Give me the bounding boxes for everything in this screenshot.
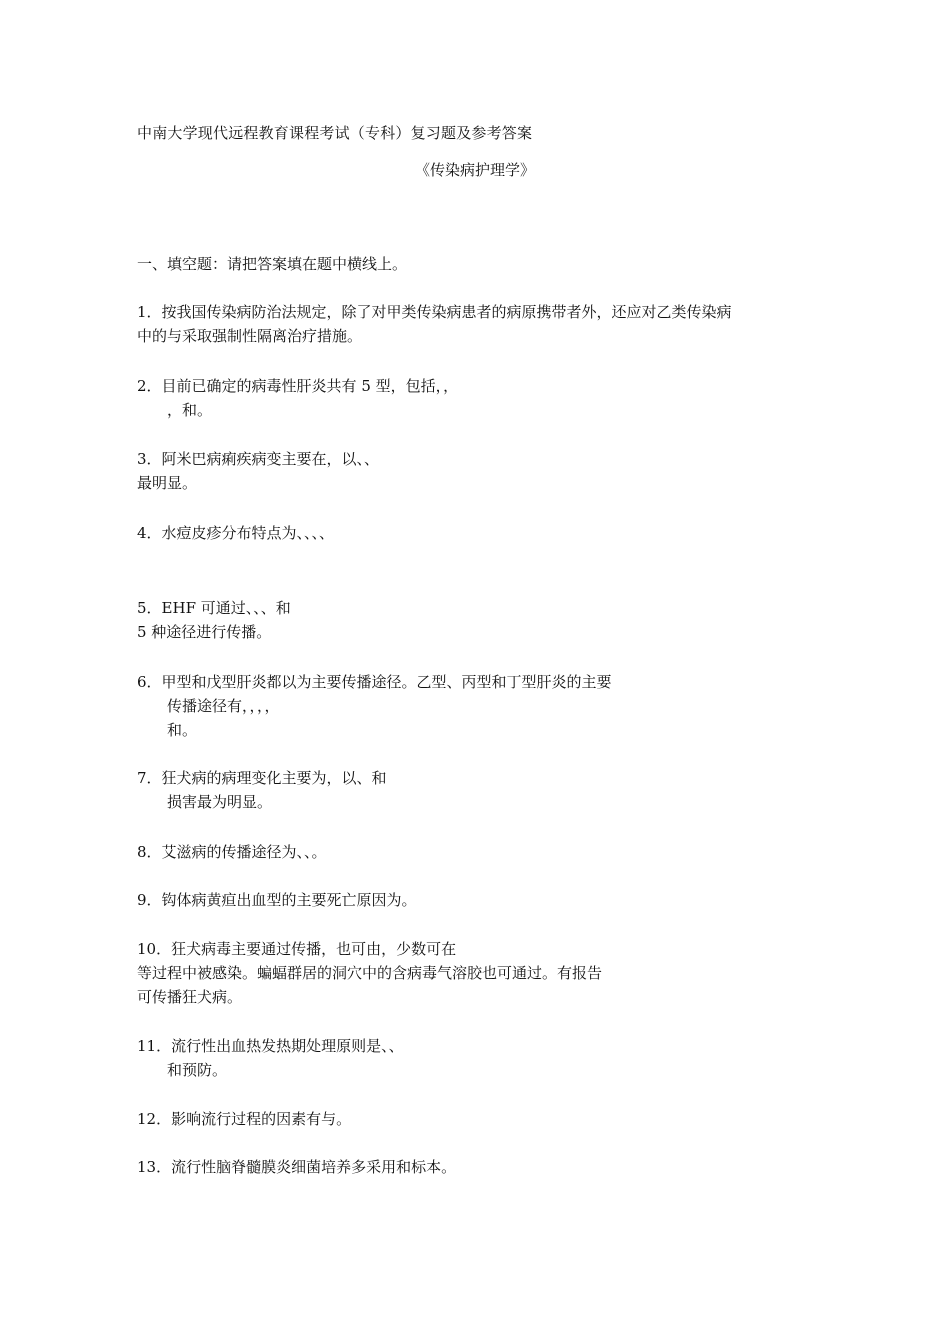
question-2 xyxy=(137,374,817,422)
question-line: 6．甲型和戊型肝炎都以为主要传播途径。乙型、丙型和丁型肝炎的主要 xyxy=(137,673,612,691)
question-line: 13．流行性脑脊髓膜炎细菌培养多采用和标本。 xyxy=(137,1158,457,1176)
question-line: ，和。 xyxy=(167,401,213,419)
question-11 xyxy=(137,1034,817,1082)
question-line: 中的与采取强制性隔离治疗措施。 xyxy=(137,327,363,345)
question-line: 可传播狂犬病。 xyxy=(137,988,243,1006)
question-line: 传播途径有，，，， xyxy=(167,697,280,715)
question-7 xyxy=(137,766,817,814)
question-12 xyxy=(137,1107,817,1131)
question-line: 8．艾滋病的传播途径为、、。 xyxy=(137,843,327,861)
question-line: 3．阿米巴病痢疾病变主要在，以、、 xyxy=(137,450,380,468)
question-13 xyxy=(137,1155,817,1179)
document-title: 中南大学现代远程教育课程考试（专科）复习题及参考答案 xyxy=(137,124,533,142)
question-line: 5 种途径进行传播。 xyxy=(137,623,272,641)
question-line: 12．影响流行过程的因素有与。 xyxy=(137,1110,352,1128)
question-8 xyxy=(137,840,817,864)
question-line: 7．狂犬病的病理变化主要为，以、和 xyxy=(137,769,387,787)
section-heading: 一、填空题：请把答案填在题中横线上。 xyxy=(137,255,408,273)
question-10 xyxy=(137,937,817,1009)
question-line: 11．流行性出血热发热期处理原则是、、 xyxy=(137,1037,404,1055)
question-5 xyxy=(137,596,817,644)
course-subtitle: 《传染病护理学》 xyxy=(414,161,535,179)
question-line: 和。 xyxy=(167,721,198,739)
question-line: 4．水痘皮疹分布特点为、、、、 xyxy=(137,524,335,542)
question-line: 10．狂犬病毒主要通过传播，也可由，少数可在 xyxy=(137,940,457,958)
question-4 xyxy=(137,521,817,545)
question-line: 等过程中被感染。蝙蝠群居的洞穴中的含病毒气溶胶也可通过。有报告 xyxy=(137,964,603,982)
question-line: 损害最为明显。 xyxy=(167,793,273,811)
question-9 xyxy=(137,888,817,912)
question-line: 9．钩体病黄疸出血型的主要死亡原因为。 xyxy=(137,891,417,909)
question-line: 2．目前已确定的病毒性肝炎共有 5 型，包括，， xyxy=(137,377,459,395)
question-3 xyxy=(137,447,817,495)
question-line: 和预防。 xyxy=(167,1061,228,1079)
question-1 xyxy=(137,300,817,348)
question-6 xyxy=(137,670,817,742)
question-line: 最明显。 xyxy=(137,474,198,492)
question-line: 5．EHF 可通过、、、和 xyxy=(137,599,291,617)
question-line: 1．按我国传染病防治法规定，除了对甲类传染病患者的病原携带者外，还应对乙类传染病 xyxy=(137,303,732,321)
